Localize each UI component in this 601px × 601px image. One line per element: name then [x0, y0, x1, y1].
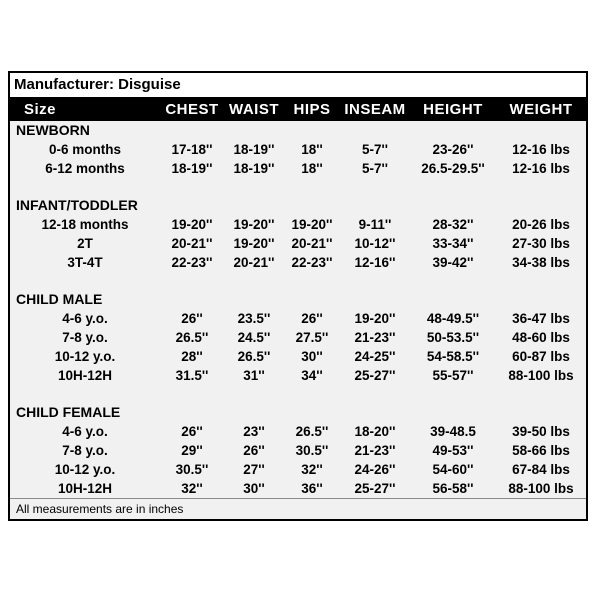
value-cell-weight: 88-100 lbs	[508, 481, 574, 496]
size-label-cell: 10-12 y.o.	[54, 462, 116, 477]
value-cell-hips: 34''	[301, 368, 323, 383]
table-row	[10, 234, 586, 253]
column-header-inseam: INSEAM	[340, 97, 410, 121]
value-cell-height: 54-60''	[432, 462, 474, 477]
value-cell-inseam: 9-11''	[358, 217, 392, 232]
value-cell-weight: 12-16 lbs	[512, 161, 570, 176]
value-cell-height: 39-48.5	[430, 424, 476, 439]
value-cell-inseam: 18-20''	[354, 424, 396, 439]
table-row	[10, 253, 586, 272]
table-row	[10, 328, 586, 347]
table-row	[10, 347, 586, 366]
value-cell-weight: 58-66 lbs	[512, 443, 570, 458]
size-label-cell: 3T-4T	[67, 255, 103, 270]
value-cell-weight: 12-16 lbs	[512, 142, 570, 157]
section-title: INFANT/TODDLER	[16, 197, 138, 213]
value-cell-hips: 26''	[301, 311, 323, 326]
size-label-cell: 0-6 months	[48, 142, 121, 157]
value-cell-weight: 34-38 lbs	[512, 255, 570, 270]
size-label-cell: 4-6 y.o.	[62, 311, 108, 326]
value-cell-waist: 20-21''	[233, 255, 275, 270]
value-cell-hips: 32''	[301, 462, 323, 477]
value-cell-waist: 26''	[243, 443, 265, 458]
size-label-cell: 10-12 y.o.	[54, 349, 116, 364]
value-cell-waist: 19-20''	[233, 217, 275, 232]
value-cell-weight: 27-30 lbs	[512, 236, 570, 251]
value-cell-chest: 26''	[181, 424, 203, 439]
value-cell-weight: 20-26 lbs	[512, 217, 570, 232]
value-cell-chest: 18-19''	[171, 161, 213, 176]
value-cell-chest: 26''	[181, 311, 203, 326]
section-title-row	[10, 290, 586, 309]
value-cell-height: 48-49.5''	[426, 311, 480, 326]
value-cell-chest: 29''	[181, 443, 203, 458]
value-cell-hips: 30.5''	[295, 443, 329, 458]
value-cell-waist: 26.5''	[237, 349, 271, 364]
value-cell-weight: 36-47 lbs	[512, 311, 570, 326]
section-title-row	[10, 196, 586, 215]
value-cell-hips: 18''	[301, 142, 323, 157]
value-cell-hips: 27.5''	[295, 330, 329, 345]
value-cell-inseam: 21-23''	[354, 443, 396, 458]
value-cell-chest: 19-20''	[171, 217, 213, 232]
column-header-weight: WEIGHT	[496, 97, 586, 121]
value-cell-chest: 20-21''	[171, 236, 213, 251]
size-label-cell: 10H-12H	[57, 368, 113, 383]
value-cell-hips: 18''	[301, 161, 323, 176]
value-cell-waist: 31''	[243, 368, 265, 383]
size-label-cell: 10H-12H	[57, 481, 113, 496]
footnote-row	[10, 499, 586, 520]
footnote-text: All measurements are in inches	[10, 499, 586, 520]
value-cell-hips: 36''	[301, 481, 323, 496]
value-cell-waist: 23''	[243, 424, 265, 439]
value-cell-inseam: 24-25''	[354, 349, 396, 364]
column-header-hips: HIPS	[284, 97, 340, 121]
section-title: CHILD FEMALE	[16, 404, 121, 420]
section-spacer	[10, 385, 586, 403]
size-table	[10, 97, 586, 519]
value-cell-height: 49-53''	[432, 443, 474, 458]
value-cell-waist: 19-20''	[233, 236, 275, 251]
size-label-cell: 2T	[77, 236, 93, 251]
section-spacer	[10, 178, 586, 196]
value-cell-inseam: 5-7''	[362, 161, 388, 176]
value-cell-chest: 28''	[181, 349, 203, 364]
value-cell-weight: 67-84 lbs	[512, 462, 570, 477]
size-label-cell: 6-12 months	[45, 161, 125, 176]
table-row	[10, 460, 586, 479]
value-cell-height: 54-58.5''	[426, 349, 480, 364]
value-cell-weight: 48-60 lbs	[512, 330, 570, 345]
table-row	[10, 159, 586, 178]
size-chart	[8, 71, 588, 521]
value-cell-waist: 18-19''	[233, 161, 275, 176]
value-cell-height: 39-42''	[432, 255, 474, 270]
table-row	[10, 140, 586, 159]
section-title: CHILD MALE	[16, 291, 103, 307]
value-cell-weight: 88-100 lbs	[508, 368, 574, 383]
column-header-chest: CHEST	[160, 97, 224, 121]
column-header-height: HEIGHT	[410, 97, 496, 121]
section-title-row	[10, 403, 586, 422]
section-spacer	[10, 272, 586, 290]
value-cell-inseam: 10-12''	[354, 236, 396, 251]
value-cell-waist: 27''	[243, 462, 265, 477]
value-cell-weight: 60-87 lbs	[512, 349, 570, 364]
value-cell-waist: 24.5''	[237, 330, 271, 345]
size-label-cell: 7-8 y.o.	[62, 443, 108, 458]
column-header-size: Size	[10, 97, 160, 121]
value-cell-height: 50-53.5''	[426, 330, 480, 345]
size-label-cell: 12-18 months	[41, 217, 129, 232]
section-title-row	[10, 121, 586, 140]
section-title: NEWBORN	[16, 122, 90, 138]
value-cell-inseam: 21-23''	[354, 330, 396, 345]
table-row	[10, 366, 586, 385]
value-cell-height: 56-58''	[432, 481, 474, 496]
table-row	[10, 422, 586, 441]
value-cell-height: 33-34''	[432, 236, 474, 251]
size-label-cell: 7-8 y.o.	[62, 330, 108, 345]
header-row	[10, 97, 586, 121]
value-cell-inseam: 25-27''	[354, 481, 396, 496]
size-table-body	[10, 121, 586, 519]
value-cell-height: 23-26''	[432, 142, 474, 157]
value-cell-hips: 20-21''	[291, 236, 333, 251]
value-cell-chest: 30.5''	[175, 462, 209, 477]
value-cell-chest: 31.5''	[175, 368, 209, 383]
manufacturer-label: Manufacturer: Disguise	[10, 73, 586, 97]
table-row	[10, 309, 586, 328]
value-cell-inseam: 25-27''	[354, 368, 396, 383]
value-cell-hips: 22-23''	[291, 255, 333, 270]
value-cell-hips: 26.5''	[295, 424, 329, 439]
value-cell-chest: 26.5''	[175, 330, 209, 345]
column-header-waist: WAIST	[224, 97, 284, 121]
value-cell-waist: 23.5''	[237, 311, 271, 326]
table-row	[10, 441, 586, 460]
value-cell-height: 28-32''	[432, 217, 474, 232]
value-cell-inseam: 24-26''	[354, 462, 396, 477]
value-cell-chest: 17-18''	[171, 142, 213, 157]
value-cell-chest: 32''	[181, 481, 203, 496]
value-cell-waist: 18-19''	[233, 142, 275, 157]
value-cell-inseam: 12-16''	[354, 255, 396, 270]
value-cell-height: 26.5-29.5''	[421, 161, 485, 176]
table-row	[10, 215, 586, 234]
value-cell-hips: 19-20''	[291, 217, 333, 232]
value-cell-chest: 22-23''	[171, 255, 213, 270]
value-cell-inseam: 5-7''	[362, 142, 388, 157]
value-cell-weight: 39-50 lbs	[512, 424, 570, 439]
value-cell-height: 55-57''	[432, 368, 474, 383]
table-row	[10, 479, 586, 499]
size-label-cell: 4-6 y.o.	[62, 424, 108, 439]
value-cell-waist: 30''	[243, 481, 265, 496]
value-cell-inseam: 19-20''	[354, 311, 396, 326]
value-cell-hips: 30''	[301, 349, 323, 364]
